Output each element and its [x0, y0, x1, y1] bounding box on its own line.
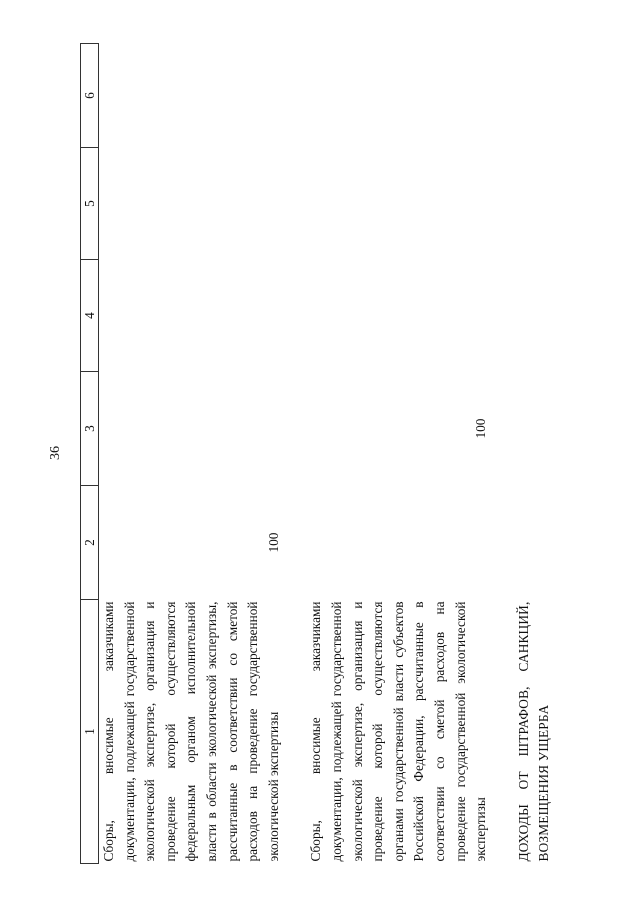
column-header: 3 — [81, 372, 99, 486]
section-heading: ДОХОДЫ ОТ ШТРАФОВ, САНКЦИЙ, ВОЗМЕЩЕНИЯ УЩЕРБА — [515, 601, 552, 862]
column-header: 2 — [81, 486, 99, 600]
row-description: Сборы, вносимые заказчиками документации, подлежащей государственной экологической экспертизе, организация и проведение которой осуществляются органами государственной власти субъектов Российской Федерации, рассчитанные в соответствии со сметой расходов на проведение государственной экологической экспертизы — [308, 601, 489, 862]
table-header-row — [81, 44, 99, 864]
table-row — [306, 44, 491, 864]
table-row — [99, 44, 285, 864]
column-header: 1 — [81, 600, 99, 864]
table-row — [514, 44, 555, 864]
revenue-table — [80, 43, 555, 864]
column-header: 6 — [81, 44, 99, 148]
value-cell-col3: 100 — [473, 418, 489, 439]
column-header: 5 — [81, 148, 99, 260]
page-number: 36 — [48, 446, 63, 460]
rotated-table-sheet — [80, 44, 560, 864]
value-cell-col2 — [514, 486, 555, 600]
column-header: 4 — [81, 260, 99, 372]
value-cell-col3 — [99, 372, 285, 486]
value-cell-col2: 100 — [265, 532, 281, 553]
row-description: Сборы, вносимые заказчиками документации, подлежащей государственной экологической экспертизе, организация и проведение которой осуществляются федеральным органом исполнительной власти в области экологической экспертизы, рассчитанные в соответствии со сметой расходов на проведение государственной экологической экспертизы — [101, 601, 281, 862]
value-cell-col3 — [514, 372, 555, 486]
value-cell-col2 — [306, 486, 491, 600]
